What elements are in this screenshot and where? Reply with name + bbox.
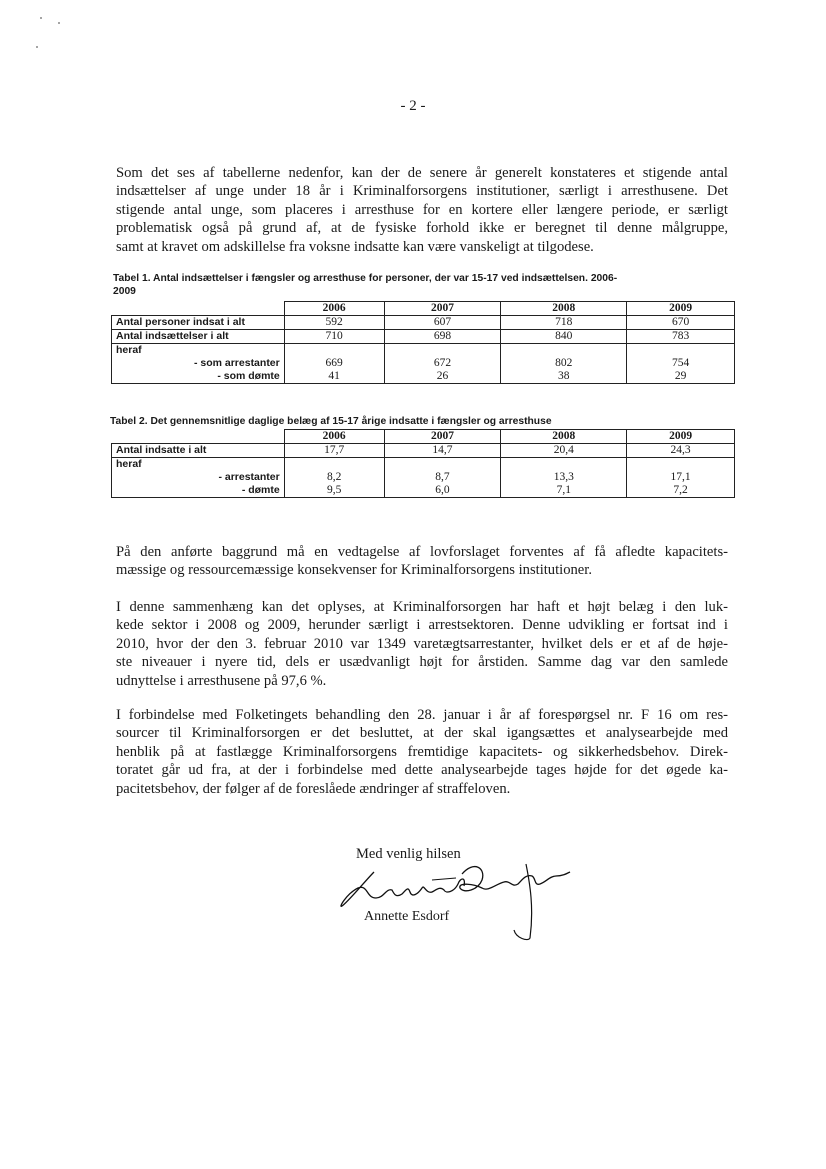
text-line: På den anførte baggrund må en vedtagelse af lovforslaget forventes af få afledte kapacitets-	[116, 544, 728, 560]
text-line: pacitetsbehov, der følger af de foreslåede ændringer af straffeloven.	[116, 780, 511, 797]
table-row	[112, 444, 735, 458]
table-cell: 8,7	[384, 471, 501, 484]
table-row	[112, 316, 735, 330]
table-cell: 14,7	[384, 444, 501, 458]
table-cell: 17,1	[627, 471, 735, 484]
table-cell: 607	[384, 316, 501, 330]
row-label: - dømte	[112, 484, 285, 498]
table-cell: 783	[627, 330, 735, 344]
text-line: ste niveauer i nyere tid, dels er usædvanligt højt for årstiden. Samme dag var den samlede	[116, 654, 728, 671]
text-line: I denne sammenhæng kan det oplyses, at Kriminalforsorgen har haft et højt belæg i den luk-	[116, 599, 728, 615]
closing-greeting: Med venlig hilsen	[356, 846, 461, 862]
paragraph-consequences	[116, 543, 728, 580]
table-header-cell: 2007	[384, 430, 501, 444]
text-line: I forbindelse med Folketingets behandling den 28. januar i år af forespørgsel nr. F 16 om res-	[116, 707, 728, 723]
table-cell: 17,7	[284, 444, 384, 458]
text-line: kede sektor i 2008 og 2009, herunder særligt i arrestsektoren. Denne udvikling er fortsat ind i	[116, 617, 728, 634]
table-header-row	[112, 430, 735, 444]
table-header-cell: 2007	[384, 302, 501, 316]
scan-speck	[58, 22, 60, 24]
text-line: sourcer til Kriminalforsorgen er det besluttet, at der skal igangsættes et analysearbejde med	[116, 725, 728, 742]
text-line: problematisk også på grund af, at de fysiske forhold ikke er beregnet til denne målgruppe,	[116, 220, 728, 237]
table-cell: 38	[501, 370, 627, 384]
table-cell: 26	[384, 370, 501, 384]
handwritten-signature	[336, 854, 576, 944]
table-header-cell: 2009	[627, 302, 735, 316]
table-cell: 7,2	[627, 484, 735, 498]
row-label: heraf	[112, 458, 285, 472]
table-cell: 840	[501, 330, 627, 344]
table-cell: 802	[501, 357, 627, 370]
table-row	[112, 344, 735, 358]
table1-caption-cont: 2009	[113, 286, 136, 297]
table-cell: 718	[501, 316, 627, 330]
table-cell: 8,2	[284, 471, 384, 484]
table-header-cell: 2006	[284, 430, 384, 444]
row-label: Antal indsatte i alt	[112, 444, 285, 458]
row-label: Antal indsættelser i alt	[112, 330, 285, 344]
paragraph-analysis	[116, 706, 728, 798]
paragraph-occupancy	[116, 598, 728, 690]
table-cell: 754	[627, 357, 735, 370]
text-line: henblik på at fastlægge Kriminalforsorgens fremtidige kapacitets- og sikkerhedsbehov. Direk-	[116, 743, 728, 760]
table1-caption: Tabel 1. Antal indsættelser i fængsler og arresthuse for personer, der var 15-17 ved indsættelsen. 2006-	[113, 273, 618, 284]
row-label: heraf	[112, 344, 285, 358]
table-cell: 41	[284, 370, 384, 384]
page-number: - 2 -	[400, 98, 426, 114]
table-cell: 7,1	[501, 484, 627, 498]
table-cell: 6,0	[384, 484, 501, 498]
table-cell: 29	[627, 370, 735, 384]
table-cell: 669	[284, 357, 384, 370]
row-label: Antal personer indsat i alt	[112, 316, 285, 330]
table-row	[112, 484, 735, 498]
row-label: - som arrestanter	[112, 357, 285, 370]
text-line: mæssige og ressourcemæssige konsekvenser for Kriminalforsorgens institutioner.	[116, 562, 592, 579]
table-header-cell: 2009	[627, 430, 735, 444]
table-row	[112, 330, 735, 344]
table2-caption: Tabel 2. Det gennemsnitlige daglige belæg af 15-17 årige indsatte i fængsler og arresthuse	[110, 416, 552, 427]
table-cell: 698	[384, 330, 501, 344]
table-cell: 670	[627, 316, 735, 330]
row-label: - som dømte	[112, 370, 285, 384]
table-cell: 9,5	[284, 484, 384, 498]
table-row	[112, 370, 735, 384]
table-header-cell: 2006	[284, 302, 384, 316]
table-row	[112, 471, 735, 484]
paragraph-intro	[116, 164, 728, 256]
scan-speck	[40, 17, 42, 19]
table-cell: 672	[384, 357, 501, 370]
text-line: 2010, hvor der den 3. februar 2010 var 1349 varetægtsarrestanter, hvilket dels er et af de høje-	[116, 635, 728, 652]
table-cell: 13,3	[501, 471, 627, 484]
text-line: Som det ses af tabellerne nedenfor, kan der de senere år generelt konstateres et stigende antal	[116, 165, 728, 181]
row-label: - arrestanter	[112, 471, 285, 484]
table-header-cell: 2008	[501, 302, 627, 316]
signatory-name: Annette Esdorf	[364, 909, 450, 924]
text-line: indsættelser af unge under 18 år i Kriminalforsorgens institutioner, særligt i arresthusene. Det	[116, 183, 728, 200]
table-cell: 592	[284, 316, 384, 330]
text-line: udnyttelse i arresthusene på 97,6 %.	[116, 672, 327, 689]
table-cell: 710	[284, 330, 384, 344]
table-cell: 24,3	[627, 444, 735, 458]
text-line: toratet går ud fra, at der i forbindelse med dette analysearbejde tages højde for det øgede ka-	[116, 762, 728, 779]
table-row	[112, 458, 735, 472]
table-row	[112, 357, 735, 370]
text-line: stigende antal unge, som placeres i arresthuse for en kortere eller længere periode, er særligt	[116, 201, 728, 218]
table-header-cell: 2008	[501, 430, 627, 444]
scan-speck	[36, 46, 38, 48]
table-cell: 20,4	[501, 444, 627, 458]
table-header-row	[112, 302, 735, 316]
text-line: samt at kravet om adskillelse fra voksne indsatte kan være vanskeligt at tilgodese.	[116, 238, 594, 255]
table2	[111, 429, 735, 498]
table1	[111, 301, 735, 384]
